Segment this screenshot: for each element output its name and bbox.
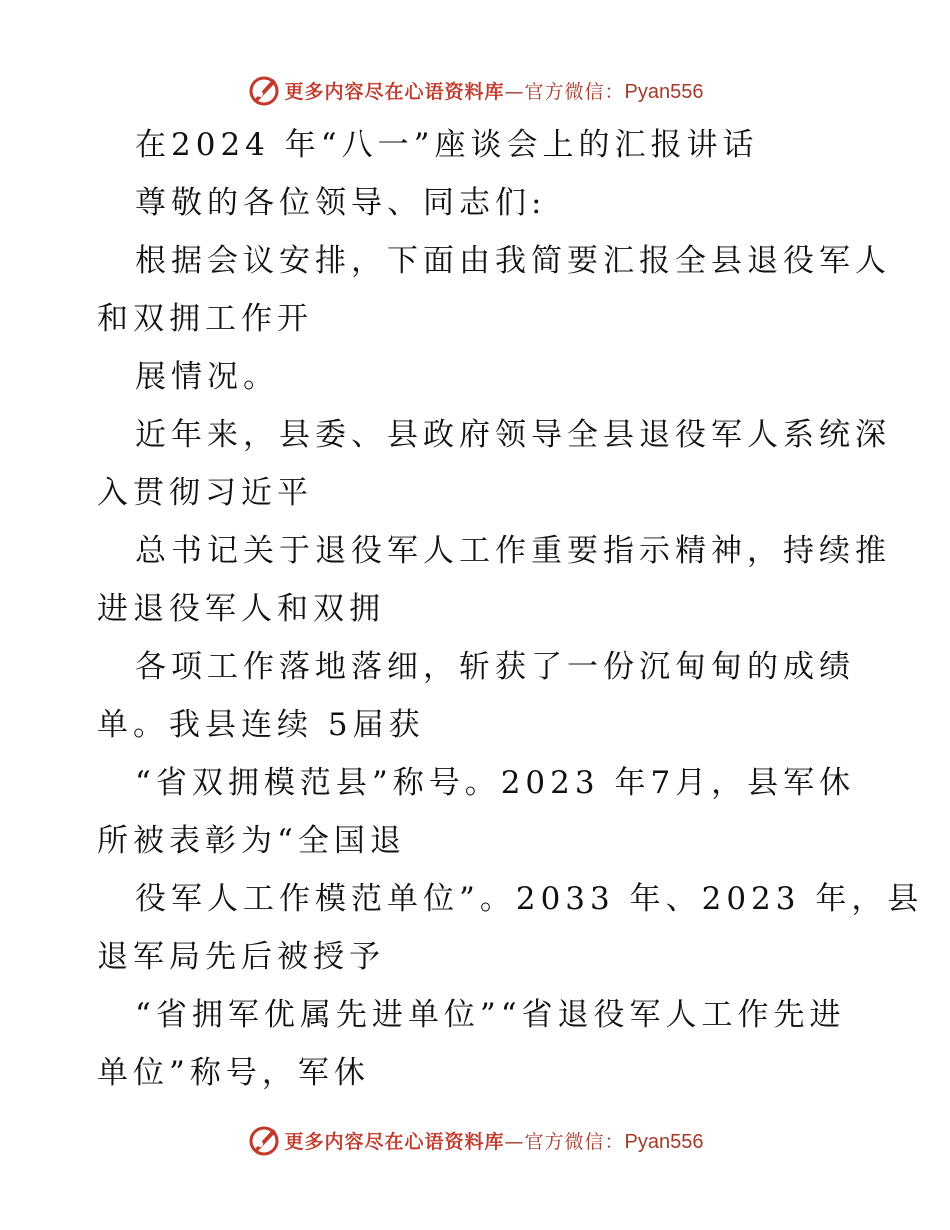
text-line: 总书记关于退役军人工作重要指示精神，持续推 [135,533,891,569]
watermark-footer [0,1120,950,1160]
watermark-main: 更多内容尽在心语资料库 [284,80,505,103]
text-line: 入贯彻习近平 [97,475,313,511]
text-line: 进退役军人和双拥 [97,591,385,627]
text-line: 近年来，县委、县政府领导全县退役军人系统深 [135,417,891,453]
text-line: 和双拥工作开 [97,301,313,337]
watermark-id: Pyan556 [624,1130,704,1153]
watermark-text [285,77,704,104]
text-line: 单位”称号，军休 [97,1055,370,1091]
text-line: “省拥军优属先进单位”“省退役军人工作先进 [135,997,846,1033]
watermark-sub: 官方微信： [524,80,625,103]
quill-logo-icon [247,1123,281,1157]
watermark-header [0,70,950,110]
text-line: 单。我县连续 5届获 [97,707,425,743]
text-line: “省双拥模范县”称号。2023 年7月，县军休 [135,765,856,801]
watermark-separator: — [504,1130,525,1153]
quill-logo-icon [247,73,281,107]
watermark-id: Pyan556 [624,80,704,103]
document-body [97,116,924,1102]
text-line: 根据会议安排，下面由我简要汇报全县退役军人 [135,243,891,279]
text-line: 尊敬的各位领导、同志们: [135,185,547,221]
text-line: 在2024 年“八一”座谈会上的汇报讲话 [135,127,759,163]
watermark-main: 更多内容尽在心语资料库 [284,1130,505,1153]
text-line: 展情况。 [135,359,279,395]
text-line: 所被表彰为“全国退 [97,823,406,859]
text-line: 各项工作落地落细，斩获了一份沉甸甸的成绩 [135,649,855,685]
text-line: 役军人工作模范单位”。2033 年、2023 年，县 [135,881,924,917]
text-line: 退军局先后被授予 [97,939,385,975]
watermark-text [285,1127,704,1154]
watermark-separator: — [504,80,525,103]
watermark-sub: 官方微信： [524,1130,625,1153]
